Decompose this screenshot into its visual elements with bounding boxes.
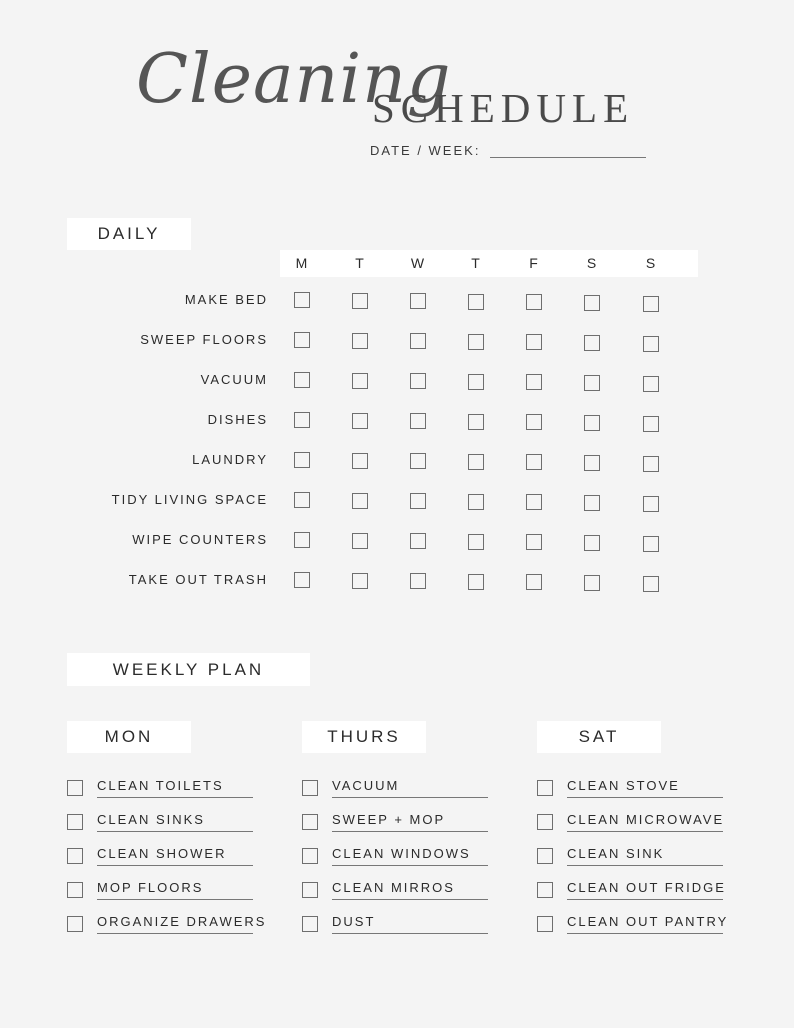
weekly-task-checkbox[interactable] [67,916,83,932]
daily-checkbox[interactable] [584,575,600,591]
day-header-mon: M [295,255,309,271]
daily-checkbox[interactable] [468,294,484,310]
weekly-task-label: ORGANIZE DRAWERS [97,914,267,929]
daily-checkbox[interactable] [468,414,484,430]
daily-checkbox[interactable] [352,573,368,589]
daily-checkbox[interactable] [468,534,484,550]
day-header-tue: T [355,255,365,271]
daily-task-label: WIPE COUNTERS [132,532,268,547]
weekly-task-checkbox[interactable] [537,916,553,932]
weekly-task-underline [567,831,723,832]
weekly-task-label: CLEAN STOVE [567,778,680,793]
daily-checkbox[interactable] [294,492,310,508]
daily-checkbox[interactable] [643,376,659,392]
script-title: Cleaning [136,40,452,119]
daily-checkbox[interactable] [584,295,600,311]
weekly-task-label: CLEAN MIRROS [332,880,455,895]
weekly-task-underline [332,899,488,900]
day-header-fri: F [529,255,539,271]
day-header-thu: T [471,255,481,271]
daily-checkbox[interactable] [584,495,600,511]
daily-checkbox[interactable] [294,332,310,348]
weekly-task-checkbox[interactable] [302,814,318,830]
weekly-task-label: CLEAN TOILETS [97,778,224,793]
daily-checkbox[interactable] [468,374,484,390]
daily-checkbox[interactable] [526,414,542,430]
day-header-sat: S [586,255,598,271]
weekly-task-underline [567,865,723,866]
weekly-task-checkbox[interactable] [67,848,83,864]
weekly-task-checkbox[interactable] [537,780,553,796]
weekly-task-underline [97,933,253,934]
daily-checkbox[interactable] [294,412,310,428]
daily-checkbox[interactable] [526,574,542,590]
daily-checkbox[interactable] [468,454,484,470]
weekly-task-label: VACUUM [332,778,400,793]
weekly-task-checkbox[interactable] [302,916,318,932]
daily-checkbox[interactable] [352,293,368,309]
daily-checkbox[interactable] [584,455,600,471]
daily-checkbox[interactable] [643,456,659,472]
weekly-task-checkbox[interactable] [537,882,553,898]
daily-task-label: TAKE OUT TRASH [128,572,268,587]
daily-checkbox[interactable] [410,453,426,469]
weekly-task-underline [567,899,723,900]
daily-checkbox[interactable] [468,334,484,350]
daily-task-label: VACUUM [200,372,268,387]
daily-checkbox[interactable] [468,494,484,510]
weekly-task-label: CLEAN OUT FRIDGE [567,880,726,895]
weekly-task-underline [97,831,253,832]
weekly-task-underline [332,831,488,832]
weekly-task-underline [97,797,253,798]
daily-checkbox[interactable] [526,374,542,390]
weekly-task-checkbox[interactable] [67,814,83,830]
daily-checkbox[interactable] [410,333,426,349]
weekly-task-label: CLEAN OUT PANTRY [567,914,729,929]
daily-checkbox[interactable] [410,293,426,309]
weekly-task-underline [332,933,488,934]
weekly-day-label-thurs: THURS [302,721,426,753]
weekly-task-label: DUST [332,914,376,929]
weekly-task-underline [567,797,723,798]
daily-checkbox[interactable] [584,335,600,351]
daily-task-label: TIDY LIVING SPACE [111,492,268,507]
daily-checkbox[interactable] [410,533,426,549]
day-header-sun: S [645,255,657,271]
weekly-day-label-sat: SAT [537,721,661,753]
daily-checkbox[interactable] [584,535,600,551]
weekly-task-label: CLEAN MICROWAVE [567,812,725,827]
daily-checkbox[interactable] [526,534,542,550]
daily-checkbox[interactable] [526,494,542,510]
date-week-label: DATE / WEEK: [370,143,481,158]
weekly-task-checkbox[interactable] [302,882,318,898]
date-week-line[interactable] [490,157,646,158]
daily-checkbox[interactable] [294,372,310,388]
daily-checkbox[interactable] [468,574,484,590]
weekly-task-label: CLEAN SHOWER [97,846,227,861]
weekly-task-label: CLEAN SINKS [97,812,205,827]
weekly-task-underline [97,865,253,866]
daily-checkbox[interactable] [294,452,310,468]
daily-checkbox[interactable] [643,576,659,592]
daily-checkbox[interactable] [352,453,368,469]
weekly-task-underline [332,797,488,798]
weekly-task-checkbox[interactable] [302,848,318,864]
weekly-task-underline [332,865,488,866]
daily-checkbox[interactable] [352,413,368,429]
daily-checkbox[interactable] [643,296,659,312]
daily-checkbox[interactable] [526,454,542,470]
daily-checkbox[interactable] [584,375,600,391]
daily-section-label: DAILY [67,218,191,250]
daily-checkbox[interactable] [352,333,368,349]
daily-checkbox[interactable] [643,496,659,512]
weekly-task-checkbox[interactable] [537,848,553,864]
daily-checkbox[interactable] [643,416,659,432]
weekly-task-checkbox[interactable] [67,882,83,898]
weekly-task-underline [567,933,723,934]
daily-checkbox[interactable] [584,415,600,431]
daily-checkbox[interactable] [526,294,542,310]
daily-checkbox[interactable] [294,292,310,308]
daily-checkbox[interactable] [294,572,310,588]
daily-checkbox[interactable] [643,536,659,552]
weekly-task-underline [97,899,253,900]
daily-checkbox[interactable] [410,573,426,589]
daily-checkbox[interactable] [352,493,368,509]
weekly-task-label: SWEEP + MOP [332,812,446,827]
daily-checkbox[interactable] [410,493,426,509]
daily-checkbox[interactable] [352,373,368,389]
daily-checkbox[interactable] [643,336,659,352]
weekly-plan-label: WEEKLY PLAN [67,653,310,686]
daily-task-label: LAUNDRY [192,452,268,467]
daily-checkbox[interactable] [526,334,542,350]
daily-checkbox[interactable] [352,533,368,549]
daily-task-label: MAKE BED [184,292,268,307]
daily-checkbox[interactable] [410,413,426,429]
weekly-task-checkbox[interactable] [537,814,553,830]
weekly-task-checkbox[interactable] [67,780,83,796]
daily-checkbox[interactable] [294,532,310,548]
daily-task-label: SWEEP FLOORS [140,332,268,347]
page-title: SCHEDULE [372,85,635,131]
day-header-wed: W [410,255,426,271]
weekly-task-label: CLEAN SINK [567,846,665,861]
daily-task-label: DISHES [207,412,268,427]
weekly-day-label-mon: MON [67,721,191,753]
weekly-task-label: MOP FLOORS [97,880,204,895]
weekly-task-checkbox[interactable] [302,780,318,796]
weekly-task-label: CLEAN WINDOWS [332,846,471,861]
daily-checkbox[interactable] [410,373,426,389]
